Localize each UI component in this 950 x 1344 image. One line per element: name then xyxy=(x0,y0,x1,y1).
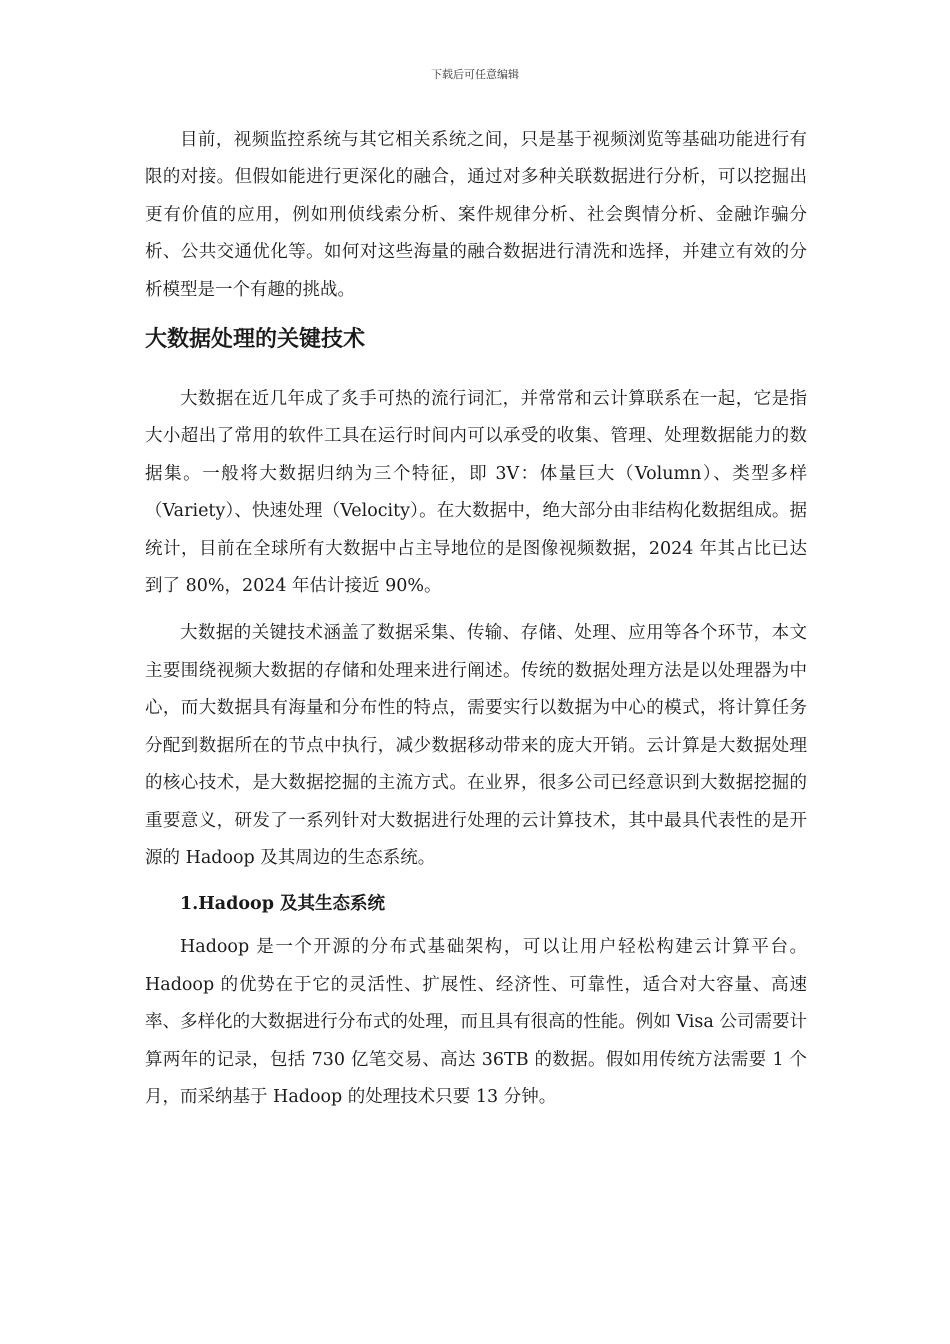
page-header: 下载后可任意编辑 xyxy=(431,68,519,81)
paragraph-key-technologies: 大数据的关键技术涵盖了数据采集、传输、存储、处理、应用等各个环节，本文主要围绕视频大数据的存储和处理来进行阐述。传统的数据处理方法是以处理器为中心，而大数据具有海量和分布性的特点，需要实行以数据为中心的模式，将计算任务分配到数据所在的节点中执行，减少数据移动带来的庞大开销。云计算是大数据处理的核心技术，是大数据挖掘的主流方式。在业界，很多公司已经意识到大数据挖掘的重要意义，研发了一系列针对大数据进行处理的云计算技术，其中最具代表性的是开源的 Hadoop 及其周边的生态系统。 xyxy=(145,623,807,868)
document-body xyxy=(145,122,807,1126)
section-heading: 大数据处理的关键技术 xyxy=(145,327,366,353)
paragraph-big-data-definition: 大数据在近几年成了炙手可热的流行词汇，并常常和云计算联系在一起，它是指大小超出了常用的软件工具在运行时间内可以承受的收集、管理、处理数据能力的数据集。一般将大数据归纳为三个特征，即 3V：体量巨大（Volumn）、类型多样（Variety）、快速处理（Velocity）。在大数据中，绝大部分由非结构化数据组成。据统计，目前在全球所有大数据中占主导地位的是图像视频数据，2024 年其占比已达到了 80%，2024 年估计接近 90%。 xyxy=(145,389,807,597)
subsection-heading: 1.Hadoop 及其生态系统 xyxy=(180,894,386,915)
paragraph-hadoop: Hadoop 是一个开源的分布式基础架构，可以让用户轻松构建云计算平台。Hadoop 的优势在于它的灵活性、扩展性、经济性、可靠性，适合对大容量、高速率、多样化的大数据进行分布式的处理，而且具有很高的性能。例如 Visa 公司需要计算两年的记录，包括 730 亿笔交易、高达 36TB 的数据。假如用传统方法需要 1 个月，而采纳基于 Hadoop 的处理技术只要 13 分钟。 xyxy=(145,937,807,1107)
paragraph-video-surveillance: 目前，视频监控系统与其它相关系统之间，只是基于视频浏览等基础功能进行有限的对接。但假如能进行更深化的融合，通过对多种关联数据进行分析，可以挖掘出更有价值的应用，例如刑侦线索分析、案件规律分析、社会舆情分析、金融诈骗分析、公共交通优化等。如何对这些海量的融合数据进行清洗和选择，并建立有效的分析模型是一个有趣的挑战。 xyxy=(145,130,807,300)
